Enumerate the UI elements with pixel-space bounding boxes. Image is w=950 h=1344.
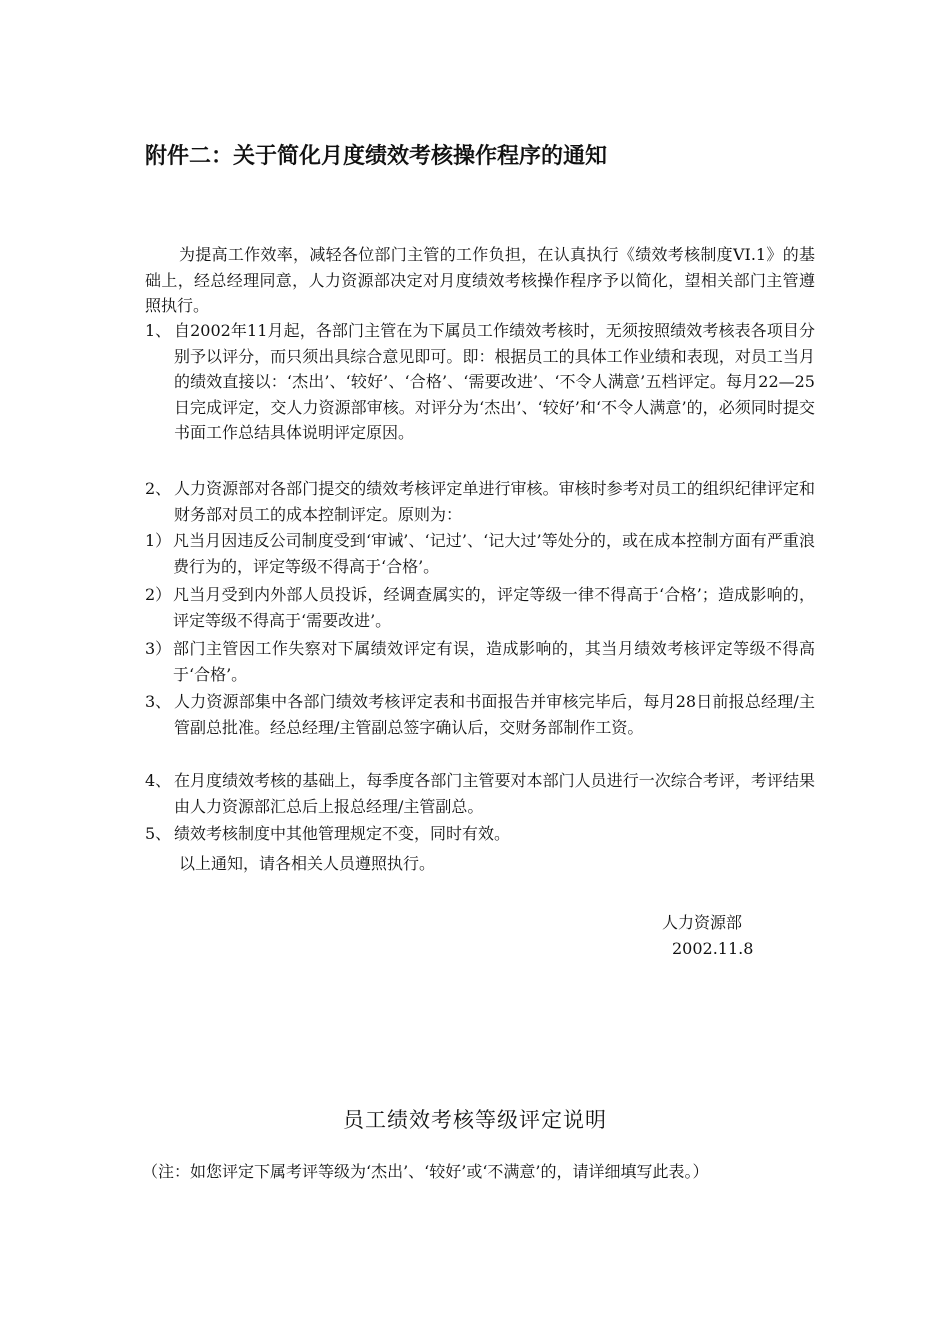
list-item-1 <box>145 318 815 446</box>
list-item-number: 5、 <box>145 824 172 843</box>
sub-item-1 <box>145 528 815 579</box>
signature-date: 2002.11.8 <box>672 939 754 958</box>
list-item-number: 2、 <box>145 479 172 498</box>
sub-item-2 <box>145 582 815 633</box>
closing-line: 以上通知，请各相关人员遵照执行。 <box>179 854 436 873</box>
list-item-5 <box>145 821 815 847</box>
list-item-text: 绩效考核制度中其他管理规定不变，同时有效。 <box>174 824 511 843</box>
list-item-2 <box>145 476 815 527</box>
list-item-text: 在月度绩效考核的基础上，每季度各部门主管要对本部门人员进行一次综合考评，考评结果由人力资源部汇总后上报总经理/主管副总。 <box>174 771 815 816</box>
list-item-4 <box>145 768 815 819</box>
list-item-text: 人力资源部集中各部门绩效考核评定表和书面报告并审核完毕后，每月28日前报总经理/主管副总批准。经总经理/主管副总签字确认后，交财务部制作工资。 <box>174 692 815 737</box>
page-title: 附件二：关于简化月度绩效考核操作程序的通知 <box>145 144 608 169</box>
section-title: 员工绩效考核等级评定说明 <box>343 1108 607 1132</box>
intro-paragraph: 为提高工作效率，减轻各位部门主管的工作负担，在认真执行《绩效考核制度VI.1》的基础上，经总经理同意，人力资源部决定对月度绩效考核操作程序予以简化，望相关部门主管遵照执行。 <box>145 245 815 315</box>
note-text: （注：如您评定下属考评等级为‘杰出’、‘较好’或‘不满意’的，请详细填写此表。） <box>142 1162 709 1181</box>
list-item-number: 1、 <box>145 321 172 340</box>
sub-item-text: 凡当月因违反公司制度受到‘审诫’、‘记过’、‘记大过’等处分的，或在成本控制方面有严重浪费行为的，评定等级不得高于‘合格’。 <box>173 531 815 576</box>
sub-item-text: 部门主管因工作失察对下属绩效评定有误，造成影响的，其当月绩效考核评定等级不得高于‘合格’。 <box>173 639 815 684</box>
sub-item-number: 1） <box>145 531 172 550</box>
list-item-text: 人力资源部对各部门提交的绩效考核评定单进行审核。审核时参考对员工的组织纪律评定和财务部对员工的成本控制评定。原则为： <box>174 479 815 524</box>
list-item-number: 4、 <box>145 771 172 790</box>
signature-department: 人力资源部 <box>662 913 743 932</box>
list-item-text: 自2002年11月起，各部门主管在为下属员工作绩效考核时，无须按照绩效考核表各项目分别予以评分，而只须出具综合意见即可。即：根据员工的具体工作业绩和表现，对员工当月的绩效直接以：‘杰出’、‘较好’、‘合格’、‘需要改进’、‘不令人满意’五档评定。每月22—25日完成评定，交人力资源部审核。对评分为‘杰出’、‘较好’和‘不令人满意’的，必须同时提交书面工作总结具体说明评定原因。 <box>174 321 815 442</box>
list-item-3 <box>145 689 815 740</box>
list-item-number: 3、 <box>145 692 172 711</box>
sub-item-number: 2） <box>145 585 172 604</box>
sub-item-number: 3） <box>145 639 172 658</box>
sub-item-3 <box>145 636 815 687</box>
sub-item-text: 凡当月受到内外部人员投诉，经调查属实的，评定等级一律不得高于‘合格’；造成影响的，评定等级不得高于‘需要改进’。 <box>173 585 815 630</box>
